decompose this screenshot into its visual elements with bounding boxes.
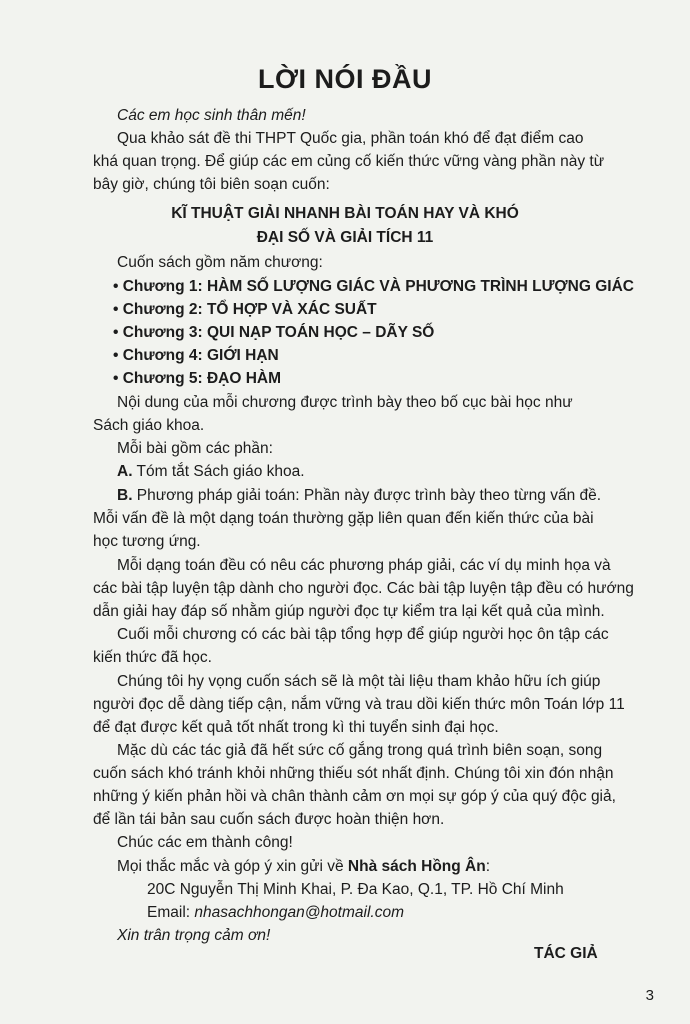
address: 20C Nguyễn Thị Minh Khai, P. Đa Kao, Q.1, TP. Hồ Chí Minh [147,881,564,898]
body2-line-1: Mỗi vấn đề là một dạng toán thường gặp liên quan đến kiến thức của bài [93,510,594,527]
part-b-label: B. [117,487,133,504]
body2-line-3: Mỗi dạng toán đều có nêu các phương pháp giải, các ví dụ minh họa và [117,557,611,574]
body2-line-8: Chúng tôi hy vọng cuốn sách sẽ là một tài liệu tham khảo hữu ích giúp [117,673,601,690]
intro-line-2: khá quan trọng. Để giúp các em củng cố kiến thức vững vàng phần này từ [93,153,605,170]
closing: Xin trân trọng cảm ơn! [117,927,271,944]
part-b-text: Phương pháp giải toán: Phần này được trình bày theo từng vấn đề. [132,487,602,504]
chapter-4: • Chương 4: GIỚI HẠN [113,347,279,364]
publisher-name: Nhà sách Hồng Ân [347,858,486,875]
body2-line-13: những ý kiến phản hồi và chân thành cảm ơn mọi sự góp ý của quý độc giả, [93,788,616,805]
chapter-2: • Chương 2: TỔ HỢP VÀ XÁC SUẤT [113,301,377,318]
body2-line-7: kiến thức đã học. [93,649,212,666]
book-title-line-2: ĐẠI SỐ VÀ GIẢI TÍCH 11 [256,229,434,246]
body2-line-11: Mặc dù các tác giả đã hết sức cố gắng trong quá trình biên soạn, song [117,742,603,759]
email-label: Email: [147,904,195,921]
body2-line-2: học tương ứng. [93,533,201,550]
part-a-label: A. [117,463,133,480]
contact-line [117,857,490,877]
contact-suffix: : [485,858,491,875]
author-signature: TÁC GIẢ [534,945,598,962]
part-a-text: Tóm tắt Sách giáo khoa. [132,463,305,480]
greeting: Các em học sinh thân mến! [117,107,306,124]
chapter-1: • Chương 1: HÀM SỐ LƯỢNG GIÁC VÀ PHƯƠNG TRÌNH LƯỢNG GIÁC [113,278,634,295]
intro-line-1: Qua khảo sát đề thi THPT Quốc gia, phần toán khó để đạt điểm cao [117,130,584,147]
body-line-1: Nội dung của mỗi chương được trình bày theo bố cục bài học như [117,394,573,411]
book-title-line-1: KĨ THUẬT GIẢI NHANH BÀI TOÁN HAY VÀ KHÓ [171,205,519,222]
body2-line-15: Chúc các em thành công! [117,834,293,851]
page-number: 3 [645,987,654,1004]
body2-line-6: Cuối mỗi chương có các bài tập tổng hợp để giúp người học ôn tập các [117,626,609,643]
email-line [147,903,404,923]
body2-line-4: các bài tập luyện tập dành cho người đọc. Các bài tập luyện tập đều có hướng [93,580,634,597]
body-line-3: Mỗi bài gồm các phần: [117,440,273,457]
chapter-5: • Chương 5: ĐẠO HÀM [113,370,282,387]
body2-line-14: để lần tái bản sau cuốn sách được hoàn thiện hơn. [93,811,445,828]
body2-line-5: dẫn giải hay đáp số nhằm giúp người đọc tự kiểm tra lại kết quả của mình. [93,603,605,620]
chapters-intro: Cuốn sách gồm năm chương: [117,254,323,271]
body-line-2: Sách giáo khoa. [93,417,205,434]
intro-line-3: bây giờ, chúng tôi biên soạn cuốn: [93,176,330,193]
part-a [117,462,305,482]
contact-prefix: Mọi thắc mắc và góp ý xin gửi về [117,858,348,875]
body2-line-9: người đọc dễ dàng tiếp cận, nắm vững và trau dồi kiến thức môn Toán lớp 11 [93,696,625,713]
body2-line-10: để đạt được kết quả tốt nhất trong kì thi tuyển sinh đại học. [93,719,499,736]
email-address: nhasachhongan@hotmail.com [194,904,404,921]
part-b [117,486,601,506]
page-title: LỜI NÓI ĐẦU [257,64,433,94]
body2-line-12: cuốn sách khó tránh khỏi những thiếu sót nhất định. Chúng tôi xin đón nhận [93,765,614,782]
chapter-3: • Chương 3: QUI NẠP TOÁN HỌC – DÃY SỐ [113,324,435,341]
